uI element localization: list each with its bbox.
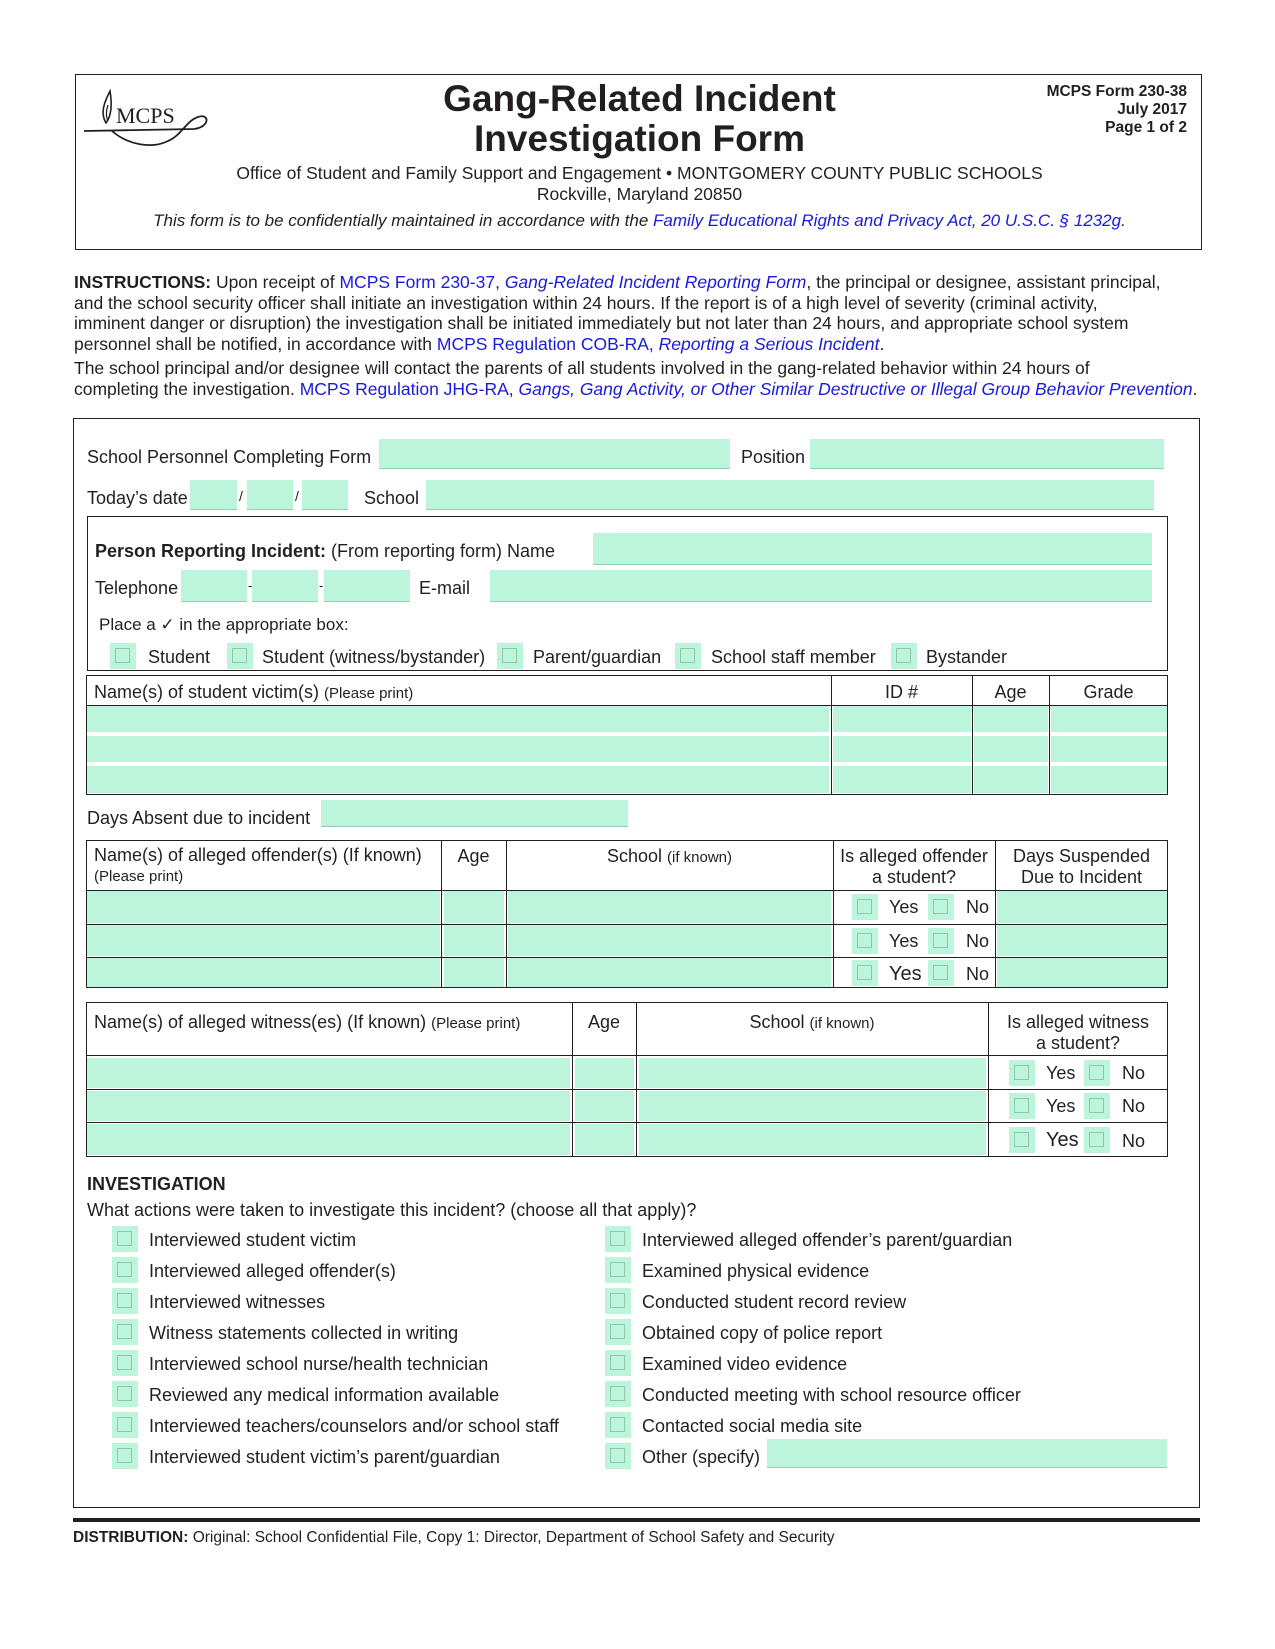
witness-name-input[interactable] (87, 1091, 570, 1121)
confidentiality-note (76, 211, 1203, 231)
victim-name-header (94, 682, 413, 703)
header-text: School (606, 846, 667, 866)
reporter-option-label: Student (148, 647, 211, 667)
yes-label: Yes (1046, 1096, 1076, 1116)
form-header (75, 74, 1202, 250)
header-text: a student? (1035, 1033, 1121, 1053)
other-specify-input[interactable] (767, 1439, 1167, 1468)
link-text-italic: Gang-Related Incident Reporting Form (504, 272, 807, 292)
link-text: MCPS Regulation COB-RA, (436, 333, 659, 354)
title-line-2: Investigation Form (474, 118, 805, 159)
form-date: July 2017 (1117, 101, 1187, 118)
video-evidence-checkbox[interactable] (605, 1350, 631, 1376)
instr-text: , the principal or designee, assistant principal, (806, 272, 1161, 292)
place-check-instruction: Place a ✓ in the appropriate box: (99, 615, 349, 634)
distribution-label: DISTRIBUTION: (73, 1529, 189, 1546)
instr-line: The school principal and/or designee will contact the parents of all students involved in the gang-related behavior within 24 hours of (74, 358, 1090, 378)
victim-name-input[interactable] (87, 766, 829, 793)
victim-id-input[interactable] (833, 736, 971, 762)
no-label: No (966, 931, 990, 951)
no-label: No (966, 897, 990, 917)
header-text: a student? (871, 867, 957, 887)
link-text-italic: Reporting a Serious Incident (658, 333, 880, 354)
action-label: Conducted meeting with school resource officer (642, 1385, 1021, 1405)
cob-ra-link[interactable] (437, 334, 880, 354)
person-reporting-label (95, 541, 555, 562)
telephone-label: Telephone (95, 578, 179, 598)
days-absent-input[interactable] (321, 800, 628, 827)
email-input[interactable] (490, 570, 1152, 602)
reporter-staff-checkbox[interactable] (675, 643, 701, 669)
jhg-ra-link[interactable] (300, 379, 1193, 399)
victim-id-input[interactable] (833, 706, 971, 732)
instr-text: Upon receipt of (211, 272, 340, 292)
victim-age-input[interactable] (974, 706, 1048, 732)
offender-age-input[interactable] (444, 958, 504, 987)
witness-age-input[interactable] (575, 1058, 634, 1088)
victim-id-input[interactable] (833, 766, 971, 793)
header-text: Is alleged witness (1006, 1012, 1150, 1032)
phone-separator: - (248, 578, 253, 593)
divider (86, 1055, 1168, 1056)
header-text: Due to Incident (1020, 867, 1143, 887)
witness-no-checkbox[interactable] (1084, 1060, 1110, 1086)
school-input[interactable] (426, 480, 1154, 510)
phone-separator: - (319, 578, 324, 593)
no-label: No (966, 964, 990, 984)
offender-age-input[interactable] (444, 925, 504, 956)
investigation-question: What actions were taken to investigate this incident? (choose all that apply)? (87, 1200, 697, 1220)
victim-id-header: ID # (884, 682, 918, 702)
page-title (76, 79, 1203, 159)
instructions (74, 272, 1214, 399)
interviewed-nurse-checkbox[interactable] (112, 1350, 138, 1376)
offender-name-input[interactable] (87, 958, 440, 987)
action-label: Interviewed school nurse/health technician (149, 1354, 489, 1374)
header-small: (Please print) (94, 868, 184, 885)
school-label: School (364, 488, 420, 508)
person-reporting-rest: (From reporting form) Name (326, 541, 556, 561)
yes-label: Yes (889, 897, 919, 917)
witness-age-input[interactable] (575, 1091, 634, 1121)
form-meta (1047, 83, 1187, 137)
action-label: Obtained copy of police report (642, 1323, 883, 1343)
email-label: E-mail (419, 578, 471, 598)
police-report-checkbox[interactable] (605, 1319, 631, 1345)
link-text: MCPS Regulation JHG-RA, (299, 378, 519, 399)
no-label: No (1122, 1096, 1146, 1116)
no-label: No (1122, 1131, 1146, 1151)
victim-age-input[interactable] (974, 766, 1048, 793)
header-small: (if known) (809, 1015, 875, 1032)
yes-label: Yes (1046, 1129, 1079, 1151)
witness-yes-checkbox[interactable] (1009, 1060, 1035, 1086)
phone-area-input[interactable] (181, 570, 247, 602)
social-media-checkbox[interactable] (605, 1412, 631, 1438)
witness-name-input[interactable] (87, 1124, 570, 1155)
offender-yes-checkbox[interactable] (852, 960, 878, 986)
confidential-text: This form is to be confidentially maintained in accordance with the (153, 211, 654, 230)
page-number: Page 1 of 2 (1105, 119, 1187, 136)
title-line-1: Gang-Related Incident (443, 78, 836, 119)
action-label: Examined physical evidence (642, 1261, 870, 1281)
witness-no-checkbox[interactable] (1084, 1093, 1110, 1119)
instr-line: imminent danger or disruption) the investigation shall be initiated immediately but not later than 24 hours, and appropriate school system (74, 313, 1129, 333)
offender-days-suspended-header (995, 846, 1168, 888)
record-review-checkbox[interactable] (605, 1288, 631, 1314)
header-small: (Please print) (431, 1015, 521, 1032)
interviewed-offender-parent-checkbox[interactable] (605, 1226, 631, 1252)
interviewed-victim-checkbox[interactable] (112, 1226, 138, 1252)
reporter-option-label: School staff member (711, 647, 876, 667)
reporter-option-label: Parent/guardian (533, 647, 662, 667)
offender-school-input[interactable] (508, 958, 831, 987)
action-label: Examined video evidence (642, 1354, 848, 1374)
header-text: Name(s) of alleged witness(es) (If known) (94, 1012, 432, 1032)
witness-school-header (636, 1012, 988, 1034)
reporter-name-input[interactable] (593, 533, 1152, 565)
office-address: Rockville, Maryland 20850 (536, 184, 743, 204)
offender-no-checkbox[interactable] (928, 894, 954, 920)
no-label: No (1122, 1063, 1146, 1083)
action-label: Other (specify) (642, 1447, 761, 1467)
date-day-input[interactable] (247, 480, 293, 510)
victim-name-input[interactable] (87, 736, 829, 762)
days-absent-label: Days Absent due to incident (87, 808, 311, 828)
reporter-parent-checkbox[interactable] (497, 643, 523, 669)
other-checkbox[interactable] (605, 1443, 631, 1469)
instr-text: personnel shall be notified, in accordance with (74, 333, 437, 354)
office-info (76, 163, 1203, 205)
header-text: Name(s) of student victim(s) (94, 682, 325, 702)
offender-days-input[interactable] (997, 925, 1167, 956)
reporter-option-label: Bystander (926, 647, 1008, 667)
offender-age-input[interactable] (444, 891, 504, 923)
svg-text:MCPS: MCPS (116, 103, 175, 128)
offender-name-input[interactable] (87, 891, 440, 923)
witness-school-input[interactable] (639, 1058, 986, 1088)
action-label: Interviewed alleged offender’s parent/guardian (642, 1230, 1013, 1250)
form-230-37-link[interactable] (339, 272, 806, 292)
offender-days-input[interactable] (997, 891, 1167, 923)
header-text: Name(s) of alleged offender(s) (If known) (94, 845, 422, 865)
office-name: Office of Student and Family Support and Engagement • MONTGOMERY COUNTY PUBLIC SCHOOLS (236, 163, 1043, 183)
offender-student-header (833, 846, 995, 888)
reviewed-medical-checkbox[interactable] (112, 1381, 138, 1407)
offender-name-header (94, 845, 422, 887)
position-label: Position (741, 447, 806, 467)
offender-name-input[interactable] (87, 925, 440, 956)
confidential-period: . (1121, 211, 1126, 230)
divider (86, 1089, 1168, 1090)
reporter-student-witness-checkbox[interactable] (227, 643, 253, 669)
header-small: (if known) (667, 849, 733, 866)
victim-age-input[interactable] (974, 736, 1048, 762)
witness-age-input[interactable] (575, 1124, 634, 1155)
offender-yes-checkbox[interactable] (852, 928, 878, 954)
divider (86, 1122, 1168, 1123)
action-label: Interviewed witnesses (149, 1292, 326, 1312)
offender-days-input[interactable] (997, 958, 1167, 987)
witness-yes-checkbox[interactable] (1009, 1093, 1035, 1119)
reporter-option-label: Student (witness/bystander) (262, 647, 486, 667)
header-text: School (749, 1012, 810, 1032)
action-label: Witness statements collected in writing (149, 1323, 459, 1343)
witness-name-header (94, 1012, 520, 1033)
date-label: Today’s date (87, 488, 188, 508)
action-label: Interviewed student victim (149, 1230, 357, 1250)
date-month-input[interactable] (190, 480, 237, 510)
form-number: MCPS Form 230-38 (1046, 83, 1187, 100)
victim-grade-input[interactable] (1051, 706, 1167, 732)
investigation-heading: INVESTIGATION (87, 1174, 226, 1194)
reporter-bystander-checkbox[interactable] (891, 643, 917, 669)
offender-age-header: Age (457, 846, 490, 866)
witness-name-input[interactable] (87, 1058, 570, 1088)
distribution-text: Original: School Confidential File, Copy 1: Director, Department of School Safety and Security (188, 1529, 835, 1546)
instructions-paragraph-2 (74, 358, 1214, 399)
instr-line: and the school security officer shall initiate an investigation within 24 hours. If the report is of a high level of severity (criminal activity, (74, 292, 1098, 313)
physical-evidence-checkbox[interactable] (605, 1257, 631, 1283)
witness-student-header (988, 1012, 1168, 1054)
witness-yes-checkbox[interactable] (1009, 1127, 1035, 1153)
phone-prefix-input[interactable] (252, 570, 318, 602)
date-separator: / (239, 488, 243, 504)
sro-meeting-checkbox[interactable] (605, 1381, 631, 1407)
offender-yes-checkbox[interactable] (852, 894, 878, 920)
action-label: Reviewed any medical information available (149, 1385, 500, 1405)
person-reporting-bold: Person Reporting Incident: (95, 541, 327, 561)
date-separator: / (295, 488, 299, 504)
victim-grade-input[interactable] (1051, 736, 1167, 762)
witness-age-header: Age (587, 1012, 621, 1032)
distribution-rule (73, 1518, 1200, 1522)
action-label: Conducted student record review (642, 1292, 907, 1312)
link-text-italic: Gangs, Gang Activity, or Other Similar Destructive or Illegal Group Behavior Prevention (518, 378, 1193, 399)
instructions-paragraph-1 (74, 272, 1214, 354)
header-text: Days Suspended (1012, 846, 1151, 866)
offender-school-input[interactable] (508, 925, 831, 956)
yes-label: Yes (889, 963, 922, 985)
interviewed-staff-checkbox[interactable] (112, 1412, 138, 1438)
header-text: Is alleged offender (840, 846, 988, 866)
date-year-input[interactable] (302, 480, 348, 510)
reporter-student-checkbox[interactable] (110, 643, 136, 669)
ferpa-link[interactable]: Family Educational Rights and Privacy Act, 20 U.S.C. § 1232g (653, 211, 1122, 230)
personnel-label: School Personnel Completing Form (87, 447, 372, 467)
offender-no-checkbox[interactable] (928, 928, 954, 954)
witness-school-input[interactable] (639, 1124, 986, 1155)
instr-text: . (879, 333, 885, 354)
yes-label: Yes (889, 931, 919, 951)
yes-label: Yes (1046, 1063, 1076, 1083)
offender-school-input[interactable] (508, 891, 831, 923)
distribution-note (73, 1529, 835, 1547)
link-text: MCPS Form 230-37, (339, 272, 505, 292)
instr-text: . (1192, 378, 1198, 399)
interviewed-offenders-checkbox[interactable] (112, 1257, 138, 1283)
victim-age-header: Age (994, 682, 1027, 702)
action-label: Contacted social media site (642, 1416, 863, 1436)
victim-name-input[interactable] (87, 706, 829, 732)
action-label: Interviewed alleged offender(s) (149, 1261, 396, 1281)
action-label: Interviewed teachers/counselors and/or school staff (149, 1416, 559, 1436)
instr-text: completing the investigation. (74, 378, 300, 399)
action-label: Interviewed student victim’s parent/guardian (149, 1447, 500, 1467)
witness-school-input[interactable] (639, 1091, 986, 1121)
victim-grade-input[interactable] (1051, 766, 1167, 793)
victim-grade-header: Grade (1083, 682, 1134, 702)
offender-school-header (506, 846, 833, 868)
interviewed-victim-parent-checkbox[interactable] (112, 1443, 138, 1469)
witness-statements-checkbox[interactable] (112, 1319, 138, 1345)
offender-no-checkbox[interactable] (928, 960, 954, 986)
phone-line-input[interactable] (324, 570, 410, 602)
personnel-input[interactable] (379, 439, 730, 469)
position-input[interactable] (810, 439, 1164, 469)
header-small: (Please print) (324, 685, 414, 702)
instructions-label: INSTRUCTIONS: (74, 272, 212, 292)
witness-no-checkbox[interactable] (1084, 1127, 1110, 1153)
interviewed-witnesses-checkbox[interactable] (112, 1288, 138, 1314)
